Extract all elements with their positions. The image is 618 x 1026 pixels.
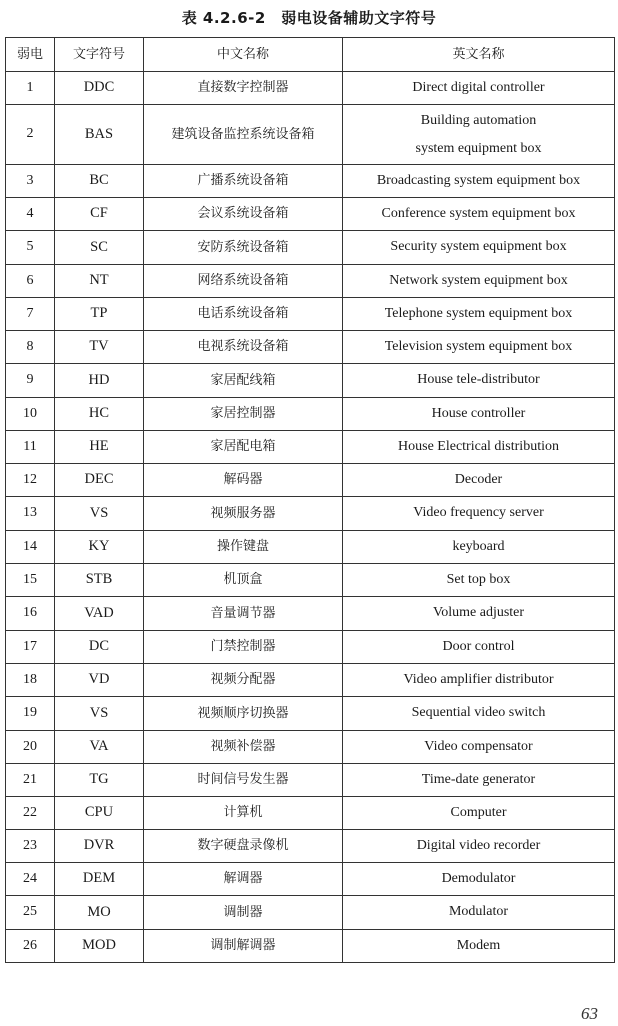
english-name-line: Volume adjuster <box>432 605 525 621</box>
english-name-line: Video amplifier distributor <box>403 671 554 687</box>
symbol-code: TV <box>55 331 144 364</box>
symbol-code: VA <box>55 731 144 764</box>
symbol-code: CPU <box>55 797 144 830</box>
table-row <box>6 364 615 398</box>
table-row <box>6 105 615 165</box>
english-name <box>343 398 615 431</box>
english-name <box>343 896 615 930</box>
symbol-table <box>5 37 615 963</box>
english-name-line: Direct digital controller <box>412 79 545 95</box>
chinese-name: 视频服务器 <box>144 497 343 531</box>
table-row <box>6 165 615 198</box>
row-number: 19 <box>6 697 55 731</box>
english-name-line: Video frequency server <box>413 505 544 521</box>
chinese-name: 视频顺序切换器 <box>144 697 343 731</box>
table-row <box>6 72 615 105</box>
symbol-code: HD <box>55 364 144 398</box>
chinese-name: 建筑设备监控系统设备箱 <box>144 105 343 165</box>
row-number: 3 <box>6 165 55 198</box>
english-name-line: Video compensator <box>424 738 533 754</box>
english-name-line: Modulator <box>448 904 509 920</box>
table-body <box>6 72 615 963</box>
chinese-name: 网络系统设备箱 <box>144 265 343 298</box>
table-row <box>6 564 615 597</box>
english-name-line: Modem <box>456 937 501 953</box>
table-row <box>6 896 615 930</box>
symbol-code: HC <box>55 398 144 431</box>
table-row <box>6 830 615 863</box>
english-name <box>343 764 615 797</box>
header-no: 弱电 <box>6 38 55 72</box>
english-name <box>343 298 615 331</box>
chinese-name: 机顶盒 <box>144 564 343 597</box>
english-name-line: Time-date generator <box>421 771 536 787</box>
chinese-name: 会议系统设备箱 <box>144 198 343 231</box>
english-name <box>343 731 615 764</box>
english-name-line: House controller <box>431 405 526 421</box>
chinese-name: 安防系统设备箱 <box>144 231 343 265</box>
chinese-name: 家居配线箱 <box>144 364 343 398</box>
table-title: 表 4.2.6-2 弱电设备辅助文字符号 <box>181 9 437 27</box>
english-name-line: Security system equipment box <box>390 239 567 255</box>
row-number: 16 <box>6 597 55 631</box>
row-number: 18 <box>6 664 55 697</box>
chinese-name: 视频分配器 <box>144 664 343 697</box>
english-name-line: Computer <box>450 804 507 820</box>
chinese-name: 电话系统设备箱 <box>144 298 343 331</box>
english-name <box>343 105 615 165</box>
english-name <box>343 631 615 664</box>
symbol-code: DVR <box>55 830 144 863</box>
symbol-code: CF <box>55 198 144 231</box>
english-name <box>343 531 615 564</box>
chinese-name: 解调器 <box>144 863 343 896</box>
table-row <box>6 930 615 963</box>
english-name <box>343 497 615 531</box>
header-row <box>6 38 615 72</box>
english-name <box>343 564 615 597</box>
chinese-name: 解码器 <box>144 464 343 497</box>
row-number: 24 <box>6 863 55 896</box>
table-row <box>6 631 615 664</box>
row-number: 22 <box>6 797 55 830</box>
symbol-code: MOD <box>55 930 144 963</box>
english-name-line: Digital video recorder <box>416 837 541 853</box>
header-code: 文字符号 <box>55 38 144 72</box>
symbol-code: DC <box>55 631 144 664</box>
row-number: 13 <box>6 497 55 531</box>
header-chinese-name: 中文名称 <box>144 38 343 72</box>
english-name <box>343 165 615 198</box>
symbol-code: VS <box>55 697 144 731</box>
english-name <box>343 863 615 896</box>
table-row <box>6 331 615 364</box>
symbol-code: DEC <box>55 464 144 497</box>
english-name <box>343 265 615 298</box>
english-name <box>343 364 615 398</box>
chinese-name: 门禁控制器 <box>144 631 343 664</box>
english-name-line: House tele-distributor <box>417 372 540 388</box>
english-name <box>343 431 615 464</box>
row-number: 9 <box>6 364 55 398</box>
chinese-name: 家居控制器 <box>144 398 343 431</box>
chinese-name: 家居配电箱 <box>144 431 343 464</box>
english-name <box>343 830 615 863</box>
english-name-line: Door control <box>442 638 515 654</box>
english-name <box>343 697 615 731</box>
row-number: 12 <box>6 464 55 497</box>
table-row <box>6 797 615 830</box>
symbol-code: NT <box>55 265 144 298</box>
symbol-code: STB <box>55 564 144 597</box>
symbol-code: VAD <box>55 597 144 631</box>
row-number: 20 <box>6 731 55 764</box>
table-row <box>6 198 615 231</box>
row-number: 23 <box>6 830 55 863</box>
row-number: 2 <box>6 105 55 165</box>
english-name-line: House Electrical distribution <box>398 438 559 454</box>
chinese-name: 电视系统设备箱 <box>144 331 343 364</box>
english-name-line: Broadcasting system equipment box <box>376 172 581 188</box>
chinese-name: 调制器 <box>144 896 343 930</box>
table-header <box>6 38 615 72</box>
english-name-line: system equipment box <box>415 140 542 156</box>
chinese-name: 直接数字控制器 <box>144 72 343 105</box>
symbol-code: BC <box>55 165 144 198</box>
table-row <box>6 863 615 896</box>
row-number: 26 <box>6 930 55 963</box>
row-number: 17 <box>6 631 55 664</box>
row-number: 10 <box>6 398 55 431</box>
row-number: 8 <box>6 331 55 364</box>
chinese-name: 数字硬盘录像机 <box>144 830 343 863</box>
row-number: 1 <box>6 72 55 105</box>
english-name-line: Decoder <box>454 471 503 487</box>
english-name-line: keyboard <box>452 538 505 554</box>
english-name-line: Network system equipment box <box>389 272 568 288</box>
english-name-line: Building automation <box>420 112 537 128</box>
symbol-code: SC <box>55 231 144 265</box>
table-row <box>6 764 615 797</box>
symbol-code: DEM <box>55 863 144 896</box>
english-name-line: Conference system equipment box <box>381 205 576 221</box>
symbol-code: DDC <box>55 72 144 105</box>
english-name-line: Telephone system equipment box <box>384 305 573 321</box>
table-row <box>6 298 615 331</box>
row-number: 21 <box>6 764 55 797</box>
table-row <box>6 431 615 464</box>
chinese-name: 操作键盘 <box>144 531 343 564</box>
row-number: 6 <box>6 265 55 298</box>
row-number: 7 <box>6 298 55 331</box>
english-name <box>343 464 615 497</box>
symbol-code: VD <box>55 664 144 697</box>
symbol-code: MO <box>55 896 144 930</box>
english-name-line: Set top box <box>446 571 511 587</box>
symbol-code: KY <box>55 531 144 564</box>
table-row <box>6 664 615 697</box>
chinese-name: 广播系统设备箱 <box>144 165 343 198</box>
english-name <box>343 797 615 830</box>
english-name <box>343 664 615 697</box>
chinese-name: 音量调节器 <box>144 597 343 631</box>
english-name <box>343 72 615 105</box>
chinese-name: 调制解调器 <box>144 930 343 963</box>
symbol-code: HE <box>55 431 144 464</box>
header-english-name: 英文名称 <box>343 38 615 72</box>
english-name <box>343 198 615 231</box>
table-row <box>6 597 615 631</box>
chinese-name: 时间信号发生器 <box>144 764 343 797</box>
english-name <box>343 231 615 265</box>
table-row <box>6 497 615 531</box>
english-name <box>343 930 615 963</box>
english-name <box>343 331 615 364</box>
table-row <box>6 697 615 731</box>
symbol-code: BAS <box>55 105 144 165</box>
table-row <box>6 531 615 564</box>
row-number: 15 <box>6 564 55 597</box>
table-row <box>6 731 615 764</box>
symbol-code: VS <box>55 497 144 531</box>
row-number: 5 <box>6 231 55 265</box>
english-name-line: Demodulator <box>441 870 516 886</box>
english-name-line: Television system equipment box <box>384 338 573 354</box>
english-name-line: Sequential video switch <box>411 705 546 721</box>
row-number: 14 <box>6 531 55 564</box>
symbol-code: TG <box>55 764 144 797</box>
table-row <box>6 265 615 298</box>
chinese-name: 计算机 <box>144 797 343 830</box>
page-number: 63 <box>581 1004 598 1023</box>
row-number: 25 <box>6 896 55 930</box>
symbol-code: TP <box>55 298 144 331</box>
row-number: 11 <box>6 431 55 464</box>
english-name <box>343 597 615 631</box>
row-number: 4 <box>6 198 55 231</box>
table-row <box>6 231 615 265</box>
table-row <box>6 398 615 431</box>
table-row <box>6 464 615 497</box>
chinese-name: 视频补偿器 <box>144 731 343 764</box>
